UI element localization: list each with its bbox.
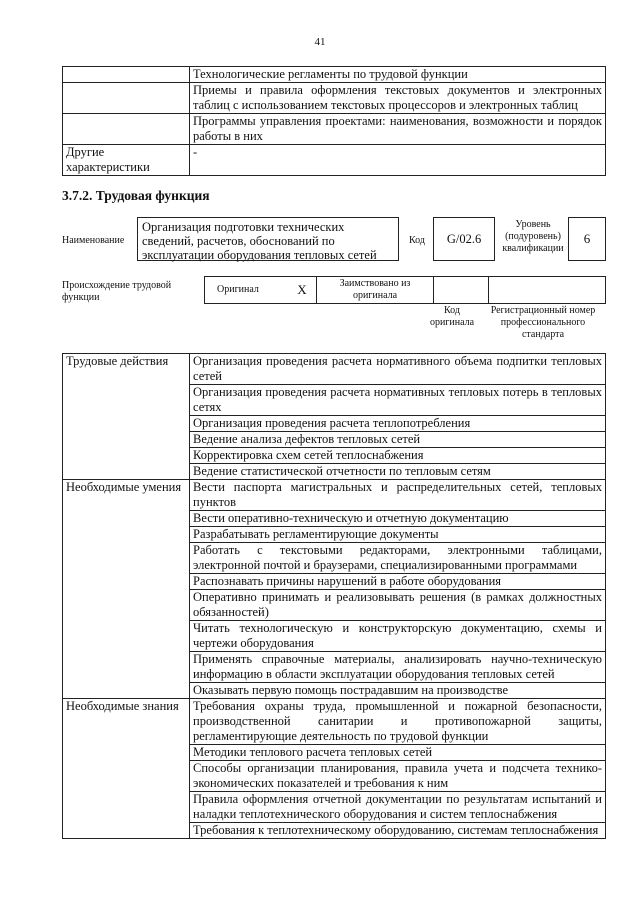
list-item: Методики теплового расчета тепловых сетей [190, 745, 606, 761]
other-characteristics-value: - [190, 145, 606, 176]
table-row [63, 699, 606, 745]
table-cell-label [63, 67, 190, 83]
list-item: Вести оперативно-техническую и отчетную документацию [190, 511, 606, 527]
table-row [63, 145, 606, 176]
code-label: Код [409, 235, 425, 246]
list-item: Распознавать причины нарушений в работе оборудования [190, 574, 606, 590]
table-cell: Приемы и правила оформления текстовых документов и электронных таблиц с использованием текстовых процессоров и электронных таблиц [190, 83, 606, 114]
table-row [63, 114, 606, 145]
page-number: 41 [314, 36, 326, 48]
table-cell: Программы управления проектами: наименования, возможности и порядок работы в них [190, 114, 606, 145]
skills-label: Необходимые умения [63, 480, 190, 699]
table-row [63, 480, 606, 511]
list-item: Ведение статистической отчетности по тепловым сетям [190, 464, 606, 480]
origin-original-label: Оригинал [205, 277, 289, 304]
name-label: Наименование [62, 235, 125, 246]
top-table [62, 66, 606, 176]
qualification-level-box: 6 [568, 217, 606, 261]
list-item: Работать с текстовыми редакторами, электронными таблицами, электронной почтой и браузерами, специализированными программами [190, 543, 606, 574]
labor-actions-label: Трудовые действия [63, 354, 190, 480]
origin-mark: X [288, 277, 317, 304]
other-characteristics-label: Другие характеристики [63, 145, 190, 176]
function-name-box: Организация подготовки технических сведений, расчетов, обоснований по эксплуатации оборудования тепловых сетей [137, 217, 399, 261]
table-row [205, 277, 606, 304]
list-item: Организация проведения расчета теплопотребления [190, 416, 606, 432]
list-item: Способы организации планирования, правила учета и подсчета технико-экономических показателей и требования к ним [190, 761, 606, 792]
knowledge-label: Необходимые знания [63, 699, 190, 839]
table-cell-label [63, 83, 190, 114]
origin-borrowed-label: Заимствовано из оригинала [317, 277, 434, 304]
table-row [63, 67, 606, 83]
list-item: Организация проведения расчета нормативного объема подпитки тепловых сетей [190, 354, 606, 385]
list-item: Требования к теплотехническому оборудованию, системам теплоснабжения [190, 823, 606, 839]
table-row [63, 83, 606, 114]
list-item: Организация проведения расчета нормативных тепловых потерь в тепловых сетях [190, 385, 606, 416]
list-item: Применять справочные материалы, анализировать научно-техническую информацию в области эксплуатации оборудования тепловых сетей [190, 652, 606, 683]
list-item: Оказывать первую помощь пострадавшим на производстве [190, 683, 606, 699]
origin-table [204, 276, 606, 304]
origin-reg-caption: Регистрационный номер профессионального стандарта [490, 305, 596, 340]
list-item: Правила оформления отчетной документации по результатам испытаний и наладки теплотехнического оборудования и систем теплоснабжения [190, 792, 606, 823]
list-item: Разрабатывать регламентирующие документы [190, 527, 606, 543]
qualification-level-label: Уровень (подуровень) квалификации [502, 219, 564, 254]
section-heading: 3.7.2. Трудовая функция [62, 188, 210, 203]
origin-code-cell [434, 277, 489, 304]
table-row [63, 354, 606, 385]
origin-reg-cell [489, 277, 606, 304]
list-item: Оперативно принимать и реализовывать решения (в рамках должностных обязанностей) [190, 590, 606, 621]
list-item: Вести паспорта магистральных и распределительных сетей, тепловых пунктов [190, 480, 606, 511]
table-cell: Технологические регламенты по трудовой функции [190, 67, 606, 83]
origin-label: Происхождение трудовой функции [62, 280, 172, 303]
list-item: Читать технологическую и конструкторскую документацию, схемы и чертежи оборудования [190, 621, 606, 652]
list-item: Ведение анализа дефектов тепловых сетей [190, 432, 606, 448]
list-item: Корректировка схем сетей теплоснабжения [190, 448, 606, 464]
main-table [62, 353, 606, 839]
origin-code-caption: Код оригинала [429, 305, 475, 328]
list-item: Требования охраны труда, промышленной и пожарной безопасности, производственной санитарии и противопожарной защиты, регламентирующие деятельность по трудовой функции [190, 699, 606, 745]
table-cell-label [63, 114, 190, 145]
function-code-box: G/02.6 [433, 217, 495, 261]
